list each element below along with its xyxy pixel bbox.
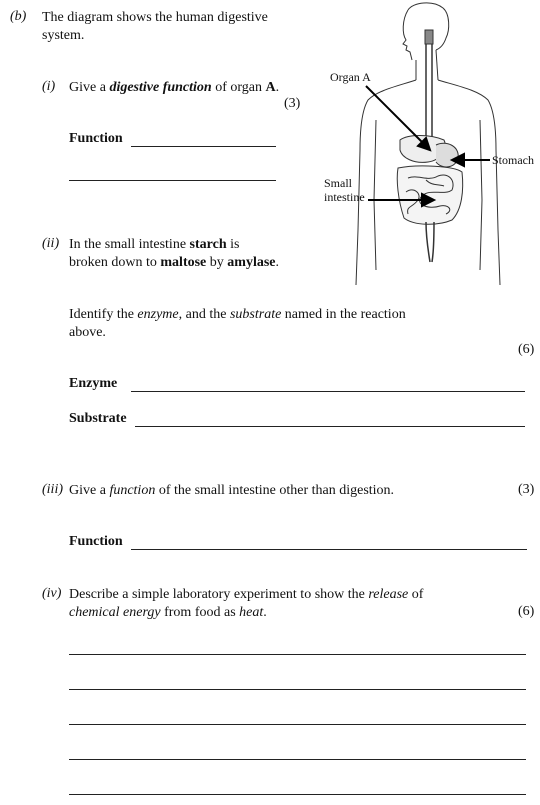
- q-iv-answer-line-2[interactable]: [69, 689, 526, 690]
- q-iii-label: (iii): [42, 482, 63, 497]
- q-i-function-label: Function: [69, 131, 123, 146]
- part-intro: [42, 9, 302, 45]
- intro-line-2: system.: [42, 28, 85, 43]
- q-i-answer-line-1[interactable]: [131, 146, 276, 147]
- q-iv-answer-line-4[interactable]: [69, 759, 526, 760]
- q-ii-substrate-answer-line[interactable]: [135, 426, 525, 427]
- digestive-system-diagram: [318, 0, 540, 290]
- q-iii-marks: (3): [518, 482, 535, 497]
- q-iii-function-label: Function: [69, 534, 123, 549]
- intro-line-1: The diagram shows the human digestive: [42, 10, 268, 25]
- q-iv-answer-line-1[interactable]: [69, 654, 526, 655]
- q-ii-label: (ii): [42, 236, 60, 251]
- q-ii-enzyme-answer-line[interactable]: [131, 391, 525, 392]
- q-iv-answer-line-3[interactable]: [69, 724, 526, 725]
- stomach-label: Stomach: [492, 153, 534, 167]
- q-i-text: Give a digestive function of organ A.: [69, 80, 280, 95]
- q-iii-answer-line[interactable]: [131, 549, 527, 550]
- q-ii-marks: (6): [518, 342, 535, 357]
- q-ii-text: In the small intestine starch is broken down to maltose by amylase.: [69, 237, 279, 270]
- q-iv-text: Describe a simple laboratory experiment to show the release of chemical energy from food as heat.: [69, 587, 424, 620]
- organ-a-label: Organ A: [330, 70, 371, 84]
- q-iv-marks: (6): [518, 604, 535, 619]
- q-ii-substrate-label: Substrate: [69, 411, 127, 426]
- q-ii-identify-text: Identify the enzyme, and the substrate named in the reaction above.: [69, 307, 406, 340]
- q-i-answer-line-2[interactable]: [69, 180, 276, 181]
- part-label: (b): [10, 9, 27, 24]
- q-iii-text: Give a function of the small intestine other than digestion.: [69, 483, 395, 498]
- q-iv-answer-line-5[interactable]: [69, 794, 526, 795]
- q-i-marks: (3): [284, 96, 301, 111]
- q-i-label: (i): [42, 79, 56, 94]
- q-iv-label: (iv): [42, 586, 62, 601]
- small-intestine-label: Small intestine: [324, 176, 365, 204]
- q-ii-enzyme-label: Enzyme: [69, 376, 118, 391]
